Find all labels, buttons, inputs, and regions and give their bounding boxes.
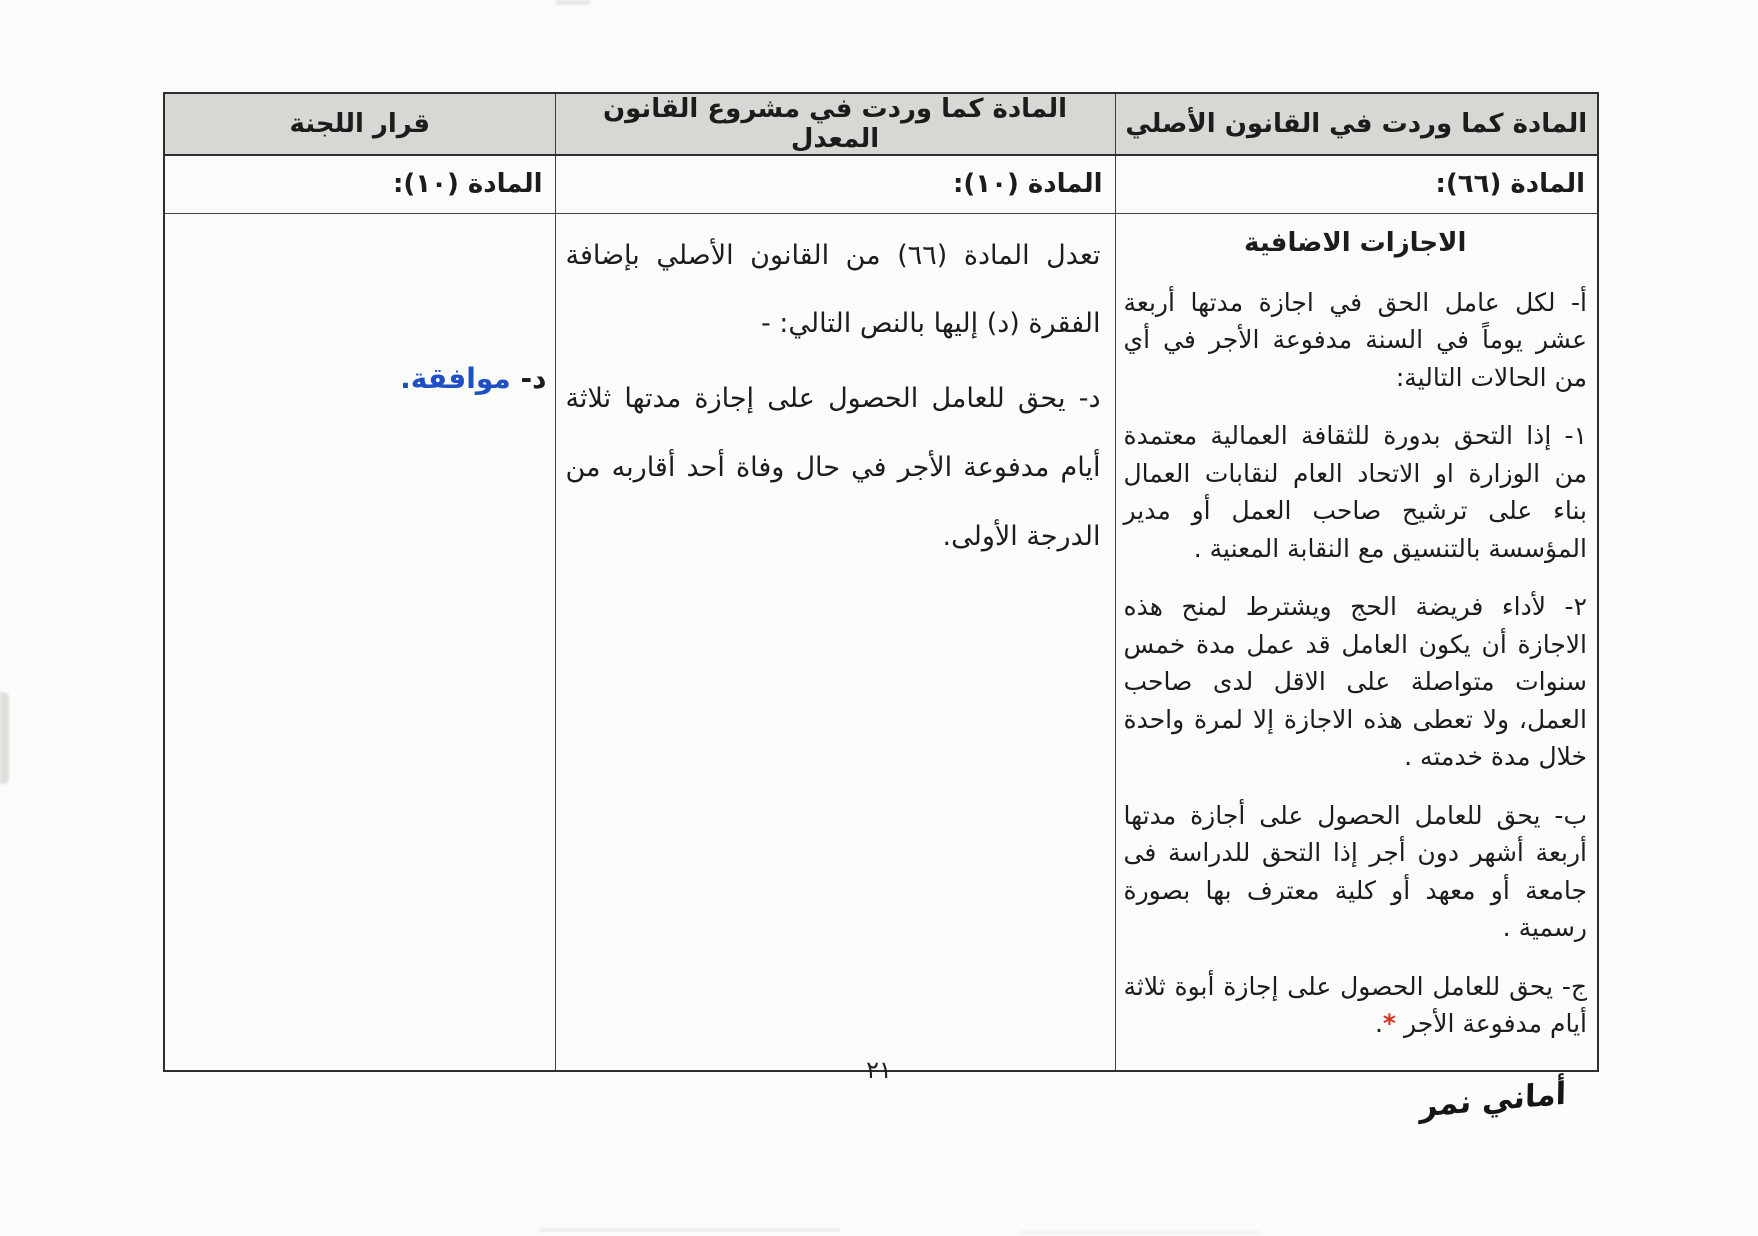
committee-decision-cell <box>164 213 555 1071</box>
handwritten-signature: أماني نمر <box>1419 1075 1567 1125</box>
original-law-text-cell <box>1115 213 1598 1071</box>
page-number: ٢١ <box>866 1056 892 1084</box>
amended-paragraph-intro: تعدل المادة (٦٦) من القانون الأصلي بإضافة الفقرة (د) إليها بالنص التالي: - <box>565 239 1101 340</box>
scan-artifact <box>540 1228 840 1232</box>
amended-paragraph-d: د- يحق للعامل الحصول على إجازة مدتها ثلاثة أيام مدفوعة الأجر في حال وفاة أحد أقاربه من الدرجة الأولى. <box>565 383 1101 552</box>
committee-decision <box>173 362 547 395</box>
law-comparison-table <box>163 92 1599 1072</box>
original-paragraph-b: ب- يحق للعامل الحصول على أجازة مدتها أربعة أشهر دون أجر إذا التحق للدراسة فى جامعة أو معهد أو كلية معترف بها بصورة رسمية . <box>1123 800 1587 942</box>
approval-text: موافقة. <box>400 361 511 395</box>
article-number-amended: المادة (١٠): <box>555 155 1115 213</box>
scan-artifact <box>0 692 9 784</box>
original-paragraph-2: ٢- لأداء فريضة الحج ويشترط لمنح هذه الاجازة أن يكون العامل قد عمل مدة خمس سنوات متواصلة على الاقل لدى صاحب العمل، ولا تعطى هذه الاجازة إلا لمرة واحدة خلال مدة خدمته . <box>1123 592 1587 771</box>
header-committee-decision: قرار اللجنة <box>164 93 555 155</box>
footnote-asterisk: * <box>1382 1009 1396 1038</box>
original-law-section-title: الاجازات الاضافية <box>1244 227 1467 258</box>
article-number-original: المادة (٦٦): <box>1115 155 1598 213</box>
article-number-row <box>164 155 1598 213</box>
scan-artifact <box>556 0 590 5</box>
original-paragraph-c-text: ج- يحق للعامل الحصول على إجازة أبوة ثلاثة أيام مدفوعة الأجر <box>1123 971 1587 1038</box>
header-amended-law: المادة كما وردت في مشروع القانون المعدل <box>555 93 1115 155</box>
article-number-committee: المادة (١٠): <box>164 155 555 213</box>
table-header-row <box>164 93 1598 155</box>
article-body-row <box>164 213 1598 1071</box>
original-paragraph-1: ١- إذا التحق بدورة للثقافة العمالية معتمدة من الوزارة او الاتحاد العام لنقابات العمال بناء على ترشيح صاحب العمل أو مدير المؤسسة بالتنسيق مع النقابة المعنية . <box>1123 421 1587 563</box>
original-paragraph-a: أ- لكل عامل الحق في اجازة مدتها أربعة عشر يوماً في السنة مدفوعة الأجر في أي من الحالات التالية: <box>1123 287 1587 392</box>
original-paragraph-c-period: . <box>1374 1009 1383 1038</box>
header-original-law: المادة كما وردت في القانون الأصلي <box>1115 93 1598 155</box>
decision-item-letter: د- <box>510 361 547 395</box>
amended-law-text-cell <box>555 213 1115 1071</box>
scan-artifact <box>1020 1231 1260 1234</box>
original-paragraph-c <box>1124 968 1588 1043</box>
